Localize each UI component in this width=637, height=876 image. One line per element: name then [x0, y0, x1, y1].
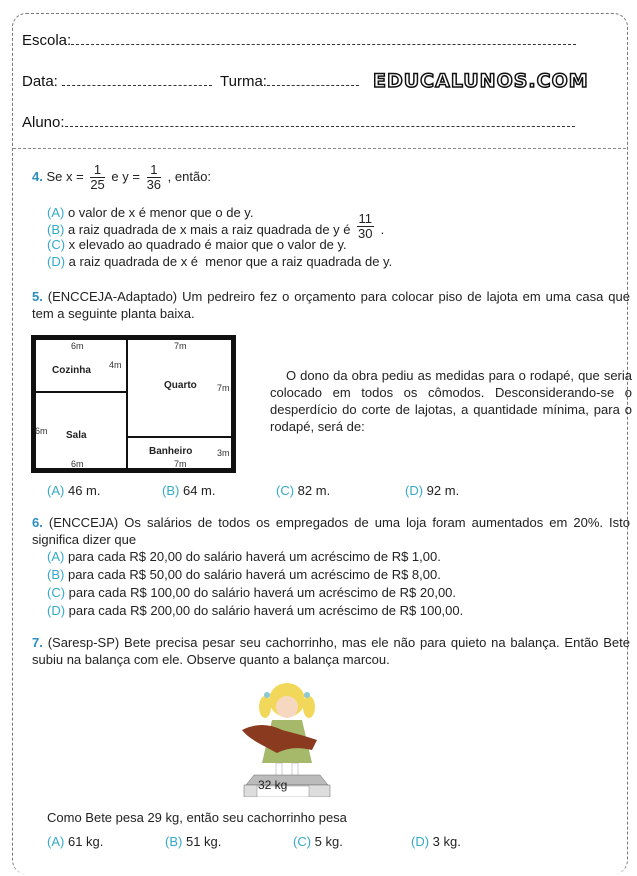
q4-option-a[interactable]: (A) o valor de x é menor que o de y.	[47, 205, 254, 220]
q7-question: Como Bete pesa 29 kg, então seu cachorrinho pesa	[47, 810, 347, 825]
q5-option-b[interactable]: (B) 64 m.	[162, 483, 216, 498]
q4-option-b[interactable]: (B) a raiz quadrada de x mais a raiz quadrada de y é $\frac{11}{30}$ .	[47, 211, 385, 241]
label-cozinha: Cozinha	[52, 365, 91, 376]
q7-option-c[interactable]: (C) 5 kg.	[293, 834, 343, 849]
fraction-answer: $\frac{11}{30}$	[358, 211, 373, 241]
q4-text: , então:	[167, 168, 212, 184]
class-label: Turma:	[220, 73, 267, 90]
q7-option-a[interactable]: (A) 61 kg.	[47, 834, 104, 849]
fraction-y: $\frac{1}{36}$	[146, 162, 162, 192]
q7-stem: 7. (Saresp-SP) Bete precisa pesar seu cachorrinho, mas ele não para quieto na balança. Então Bete subiu na balança com ele. Observe quanto a balança marcou.	[32, 635, 630, 667]
q6-stem: 6. (ENCCEJA) Os salários de todos os empregados de uma loja foram aumentados em 20%. Isto significa dizer que	[32, 515, 630, 547]
dimension: 6m	[71, 459, 84, 469]
date-field[interactable]	[22, 73, 212, 90]
q5-option-c[interactable]: (C) 82 m.	[276, 483, 331, 498]
floor-plan	[31, 335, 236, 473]
educalunos-logo: EDUCALUNOS.COM	[373, 70, 589, 92]
label-quarto: Quarto	[164, 380, 197, 391]
q6-option-a[interactable]: (A) para cada R$ 20,00 do salário haverá um acréscimo de R$ 1,00.	[47, 549, 441, 564]
fraction-x: $\frac{1}{25}$	[90, 162, 105, 192]
school-field[interactable]	[22, 32, 576, 49]
date-label: Data:	[22, 73, 58, 90]
scale-reading: 32 kg	[258, 778, 288, 792]
q6-option-c[interactable]: (C) para cada R$ 100,00 do salário haverá um acréscimo de R$ 20,00.	[47, 585, 457, 600]
dimension: 7m	[174, 459, 187, 469]
label-banheiro: Banheiro	[149, 446, 193, 457]
q4-text: Se x =	[46, 168, 84, 184]
q4-option-c[interactable]: (C) x elevado ao quadrado é maior que o valor de y.	[47, 237, 347, 252]
q4-text: e y =	[111, 168, 140, 184]
dimension: 6m	[71, 341, 84, 351]
school-label: Escola:	[22, 32, 72, 49]
header-divider	[13, 148, 626, 149]
q4-stem	[32, 163, 211, 192]
question-number: 4.	[32, 168, 43, 184]
q7-option-d[interactable]: (D) 3 kg.	[411, 834, 461, 849]
q5-side-text: O dono da obra pediu as medidas para o rodapé, que seria colocado em todos os cômodos. Desconsiderando-se o desperdício do corte de lajotas, a quantidade mínima, para o rodapé, será de:	[270, 368, 632, 434]
label-sala: Sala	[66, 430, 87, 441]
q6-option-b[interactable]: (B) para cada R$ 50,00 do salário haverá um acréscimo de R$ 8,00.	[47, 567, 441, 582]
dimension: 7m	[174, 341, 187, 351]
dimension: 7m	[217, 383, 230, 393]
q5-option-d[interactable]: (D) 92 m.	[405, 483, 460, 498]
q6-option-d[interactable]: (D) para cada R$ 200,00 do salário haverá um acréscimo de R$ 100,00.	[47, 603, 464, 618]
dimension: 6m	[35, 426, 48, 436]
student-label: Aluno:	[22, 114, 65, 131]
student-field[interactable]	[22, 114, 575, 131]
dimension: 3m	[217, 448, 230, 458]
q5-stem: 5. (ENCCEJA-Adaptado) Um pedreiro fez o orçamento para colocar piso de lajota em uma casa que tem a seguinte planta baixa.	[32, 289, 630, 321]
dimension: 4m	[109, 360, 122, 370]
class-field[interactable]	[220, 73, 359, 90]
q5-option-a[interactable]: (A) 46 m.	[47, 483, 101, 498]
q4-option-d[interactable]: (D) a raiz quadrada de x é menor que a raiz quadrada de y.	[47, 254, 393, 269]
q7-option-b[interactable]: (B) 51 kg.	[165, 834, 222, 849]
